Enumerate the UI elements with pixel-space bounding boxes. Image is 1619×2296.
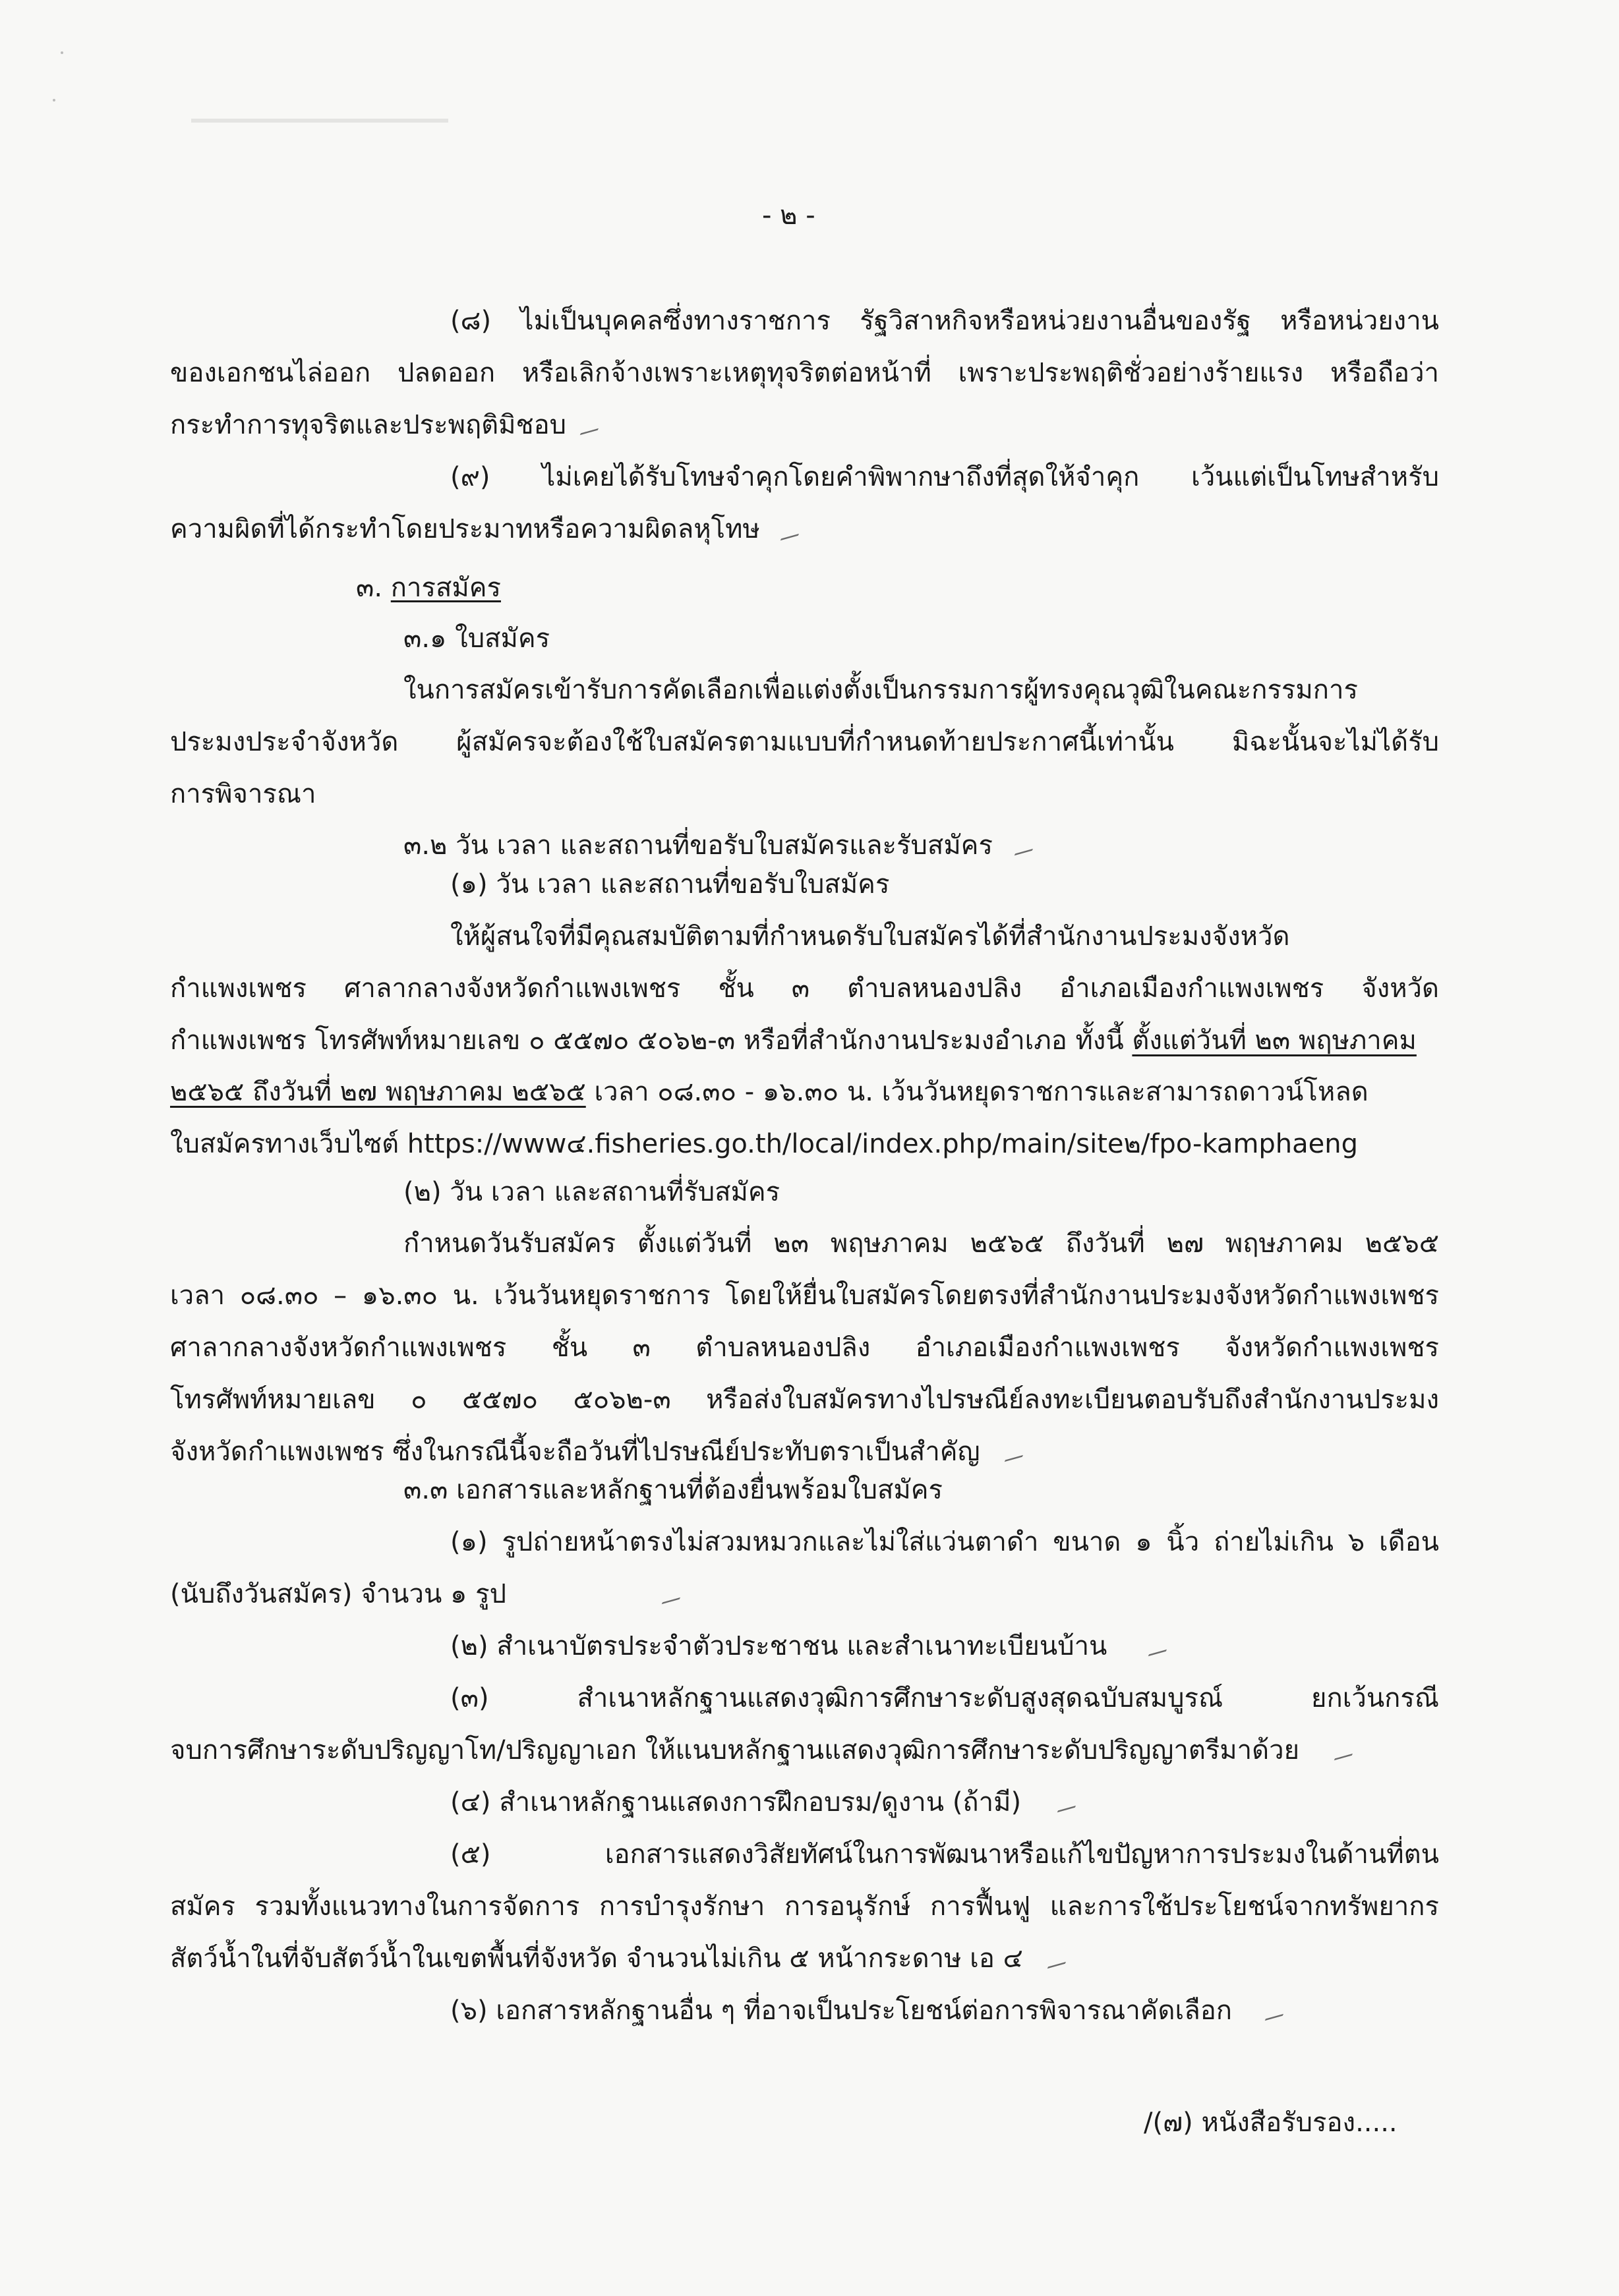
section-3-2-sub-1-line-3: [170, 1024, 1439, 1057]
check-mark: [580, 420, 603, 435]
qual-9-line-2: ความผิดที่ได้กระทำโดยประมาทหรือความผิดลหุโทษ: [170, 514, 760, 544]
qual-8-line-2: ของเอกชนไล่ออก ปลดออก หรือเลิกจ้างเพราะเหตุทุจริตต่อหน้าที่ เพราะประพฤติชั่วอย่างร้ายแรง หรือถือว่า: [170, 358, 1439, 388]
check-mark: [1047, 1953, 1071, 1968]
check-mark: [1057, 1797, 1080, 1812]
continuation-note: /(๗) หนังสือรับรอง.....: [1144, 2108, 1398, 2138]
section-3-3-item-1-line-2: (นับถึงวันสมัคร) จำนวน ๑ รูป: [170, 1579, 506, 1609]
section-3-2-heading: ๓.๒ วัน เวลา และสถานที่ขอรับใบสมัครและรับสมัคร: [403, 830, 993, 861]
bleed-through-mark: [191, 119, 448, 123]
section-3-title: การสมัคร: [390, 573, 501, 603]
section-3-1-line-3: การพิจารณา: [170, 779, 316, 809]
section-3-1-line-1: ในการสมัครเข้ารับการคัดเลือกเพื่อแต่งตั้งเป็นกรรมการผู้ทรงคุณวุฒิในคณะกรรมการ: [403, 675, 1358, 705]
sub-1-line-3-text: กำแพงเพชร โทรศัพท์หมายเลข ๐ ๕๕๗๐ ๕๐๖๒-๓ หรือที่สำนักงานประมงอำเภอ ทั้งนี้: [170, 1025, 1133, 1056]
section-3-3-item-3-line-1: (๓) สำเนาหลักฐานแสดงวุฒิการศึกษาระดับสูงสุดฉบับสมบูรณ์ ยกเว้นกรณี: [450, 1683, 1439, 1713]
section-3-2-sub-2-line-4: โทรศัพท์หมายเลข ๐ ๕๕๗๐ ๕๐๖๒-๓ หรือส่งใบสมัครทางไปรษณีย์ลงทะเบียนตอบรับถึงสำนักงานประมง: [170, 1385, 1439, 1415]
section-3-3-item-5-line-2: สมัคร รวมทั้งแนวทางในการจัดการ การบำรุงรักษา การอนุรักษ์ การฟื้นฟู และการใช้ประโยชน์จากทรัพยากร: [170, 1891, 1439, 1922]
check-mark: [1265, 2005, 1288, 2021]
check-mark: [780, 525, 804, 540]
section-3-number: ๓.: [356, 573, 383, 603]
section-3-2-sub-2-line-3: ศาลากลางจังหวัดกำแพงเพชร ชั้น ๓ ตำบลหนองปลิง อำเภอเมืองกำแพงเพชร จังหวัดกำแพงเพชร: [170, 1333, 1439, 1363]
qual-8-line-1: (๘) ไม่เป็นบุคคลซึ่งทางราชการ รัฐวิสาหกิจหรือหน่วยงานอื่นของรัฐ หรือหน่วยงาน: [450, 306, 1439, 336]
section-3-3-item-6: (๖) เอกสารหลักฐานอื่น ๆ ที่อาจเป็นประโยชน์ต่อการพิจารณาคัดเลือก: [450, 1995, 1232, 2026]
section-3-2-sub-1-line-4: [170, 1076, 1439, 1108]
section-3-2-sub-2-line-1: กำหนดวันรับสมัคร ตั้งแต่วันที่ ๒๓ พฤษภาคม ๒๕๖๕ ถึงวันที่ ๒๗ พฤษภาคม ๒๕๖๕: [403, 1228, 1439, 1259]
section-3-2-sub-1-line-1: ให้ผู้สนใจที่มีคุณสมบัติตามที่กำหนดรับใบสมัครได้ที่สำนักงานประมงจังหวัด: [450, 921, 1290, 952]
check-mark: [1148, 1641, 1171, 1656]
section-3-3-item-3-line-2: จบการศึกษาระดับปริญญาโท/ปริญญาเอก ให้แนบหลักฐานแสดงวุฒิการศึกษาระดับปริญญาตรีมาด้วย: [170, 1735, 1300, 1765]
sub-1-line-4-text: เวลา ๐๘.๓๐ - ๑๖.๓๐ น. เว้นวันหยุดราชการและสามารถดาวน์โหลด: [585, 1077, 1369, 1107]
section-3-1-line-2: ประมงประจำจังหวัด ผู้สมัครจะต้องใช้ใบสมัครตามแบบที่กำหนดท้ายประกาศนี้เท่านั้น มิฉะนั้นจะไม่ได้รับ: [170, 727, 1439, 757]
date-range-underlined-end: ๒๕๖๕ ถึงวันที่ ๒๗ พฤษภาคม ๒๕๖๕: [170, 1077, 586, 1107]
section-3-3-item-5-line-1: (๕) เอกสารแสดงวิสัยทัศน์ในการพัฒนาหรือแก้ไขปัญหาการประมงในด้านที่ตน: [450, 1839, 1439, 1870]
date-range-underlined: ตั้งแต่วันที่ ๒๓ พฤษภาคม: [1132, 1025, 1417, 1056]
page-number: - ๒ -: [762, 200, 815, 231]
section-3-heading: [356, 571, 501, 604]
section-3-1-heading: ๓.๑ ใบสมัคร: [403, 623, 550, 654]
section-3-2-sub-1-heading: (๑) วัน เวลา และสถานที่ขอรับใบสมัคร: [450, 869, 890, 900]
section-3-3-heading: ๓.๓ เอกสารและหลักฐานที่ต้องยื่นพร้อมใบสมัคร: [403, 1475, 943, 1505]
section-3-2-sub-2-heading: (๒) วัน เวลา และสถานที่รับสมัคร: [403, 1177, 780, 1207]
qual-9-line-1: (๙) ไม่เคยได้รับโทษจำคุกโดยคำพิพากษาถึงที่สุดให้จำคุก เว้นแต่เป็นโทษสำหรับ: [450, 462, 1439, 492]
section-3-2-sub-1-line-2: กำแพงเพชร ศาลากลางจังหวัดกำแพงเพชร ชั้น ๓ ตำบลหนองปลิง อำเภอเมืองกำแพงเพชร จังหวัด: [170, 973, 1439, 1004]
section-3-3-item-1-line-1: (๑) รูปถ่ายหน้าตรงไม่สวมหมวกและไม่ใส่แว่นตาดำ ขนาด ๑ นิ้ว ถ่ายไม่เกิน ๖ เดือน: [450, 1527, 1439, 1557]
section-3-3-item-2: (๒) สำเนาบัตรประจำตัวประชาชน และสำเนาทะเบียนบ้าน: [450, 1631, 1107, 1661]
section-3-2-sub-2-line-5: จังหวัดกำแพงเพชร ซึ่งในกรณีนี้จะถือวันที่ไปรษณีย์ประทับตราเป็นสำคัญ: [170, 1437, 980, 1467]
section-3-3-item-5-line-3: สัตว์น้ำในที่จับสัตว์น้ำในเขตพื้นที่จังหวัด จำนวนไม่เกิน ๕ หน้ากระดาษ เอ ๔: [170, 1943, 1023, 1974]
section-3-2-sub-2-line-2: เวลา ๐๘.๓๐ – ๑๖.๓๐ น. เว้นวันหยุดราชการ โดยให้ยื่นใบสมัครโดยตรงที่สำนักงานประมงจังหวัดกำแพงเพชร: [170, 1280, 1439, 1311]
qual-8-line-3: กระทำการทุจริตและประพฤติมิชอบ: [170, 410, 567, 440]
check-mark: [662, 1589, 685, 1604]
check-mark: [1334, 1745, 1357, 1760]
scan-speck: [61, 51, 63, 54]
section-3-3-item-4: (๔) สำเนาหลักฐานแสดงการฝึกอบรม/ดูงาน (ถ้ามี): [450, 1787, 1022, 1818]
section-3-2-sub-1-line-5: ใบสมัครทางเว็บไซต์ https://www๔.fisheries.go.th/local/index.php/main/site๒/fpo-kamphaeng: [170, 1129, 1359, 1159]
check-mark: [1015, 840, 1038, 855]
scan-speck: [53, 99, 55, 101]
check-mark: [1005, 1447, 1028, 1462]
